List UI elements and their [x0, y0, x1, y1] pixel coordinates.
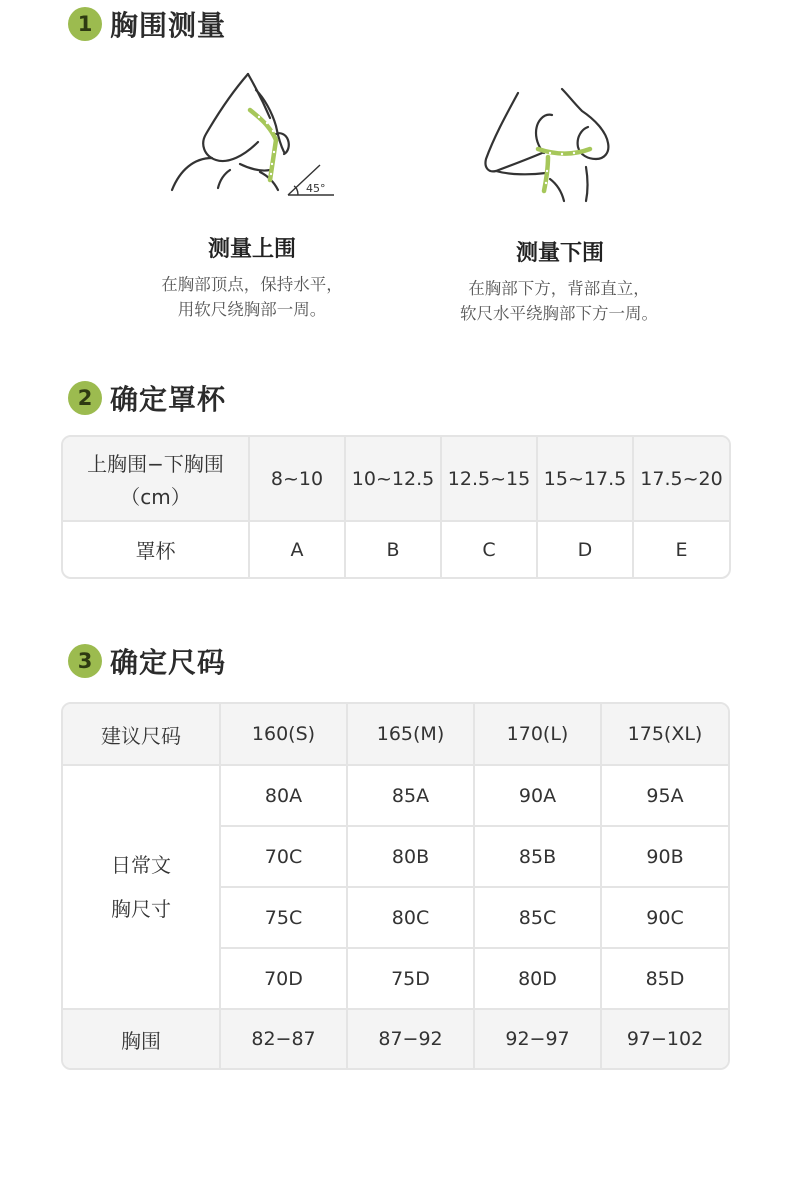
cup-cell: C — [441, 521, 537, 577]
cup-cell: E — [633, 521, 729, 577]
cup-letter-row — [63, 521, 729, 577]
size-cell: 85A — [347, 765, 474, 826]
size-header-cell: 170(L) — [474, 704, 601, 765]
size-cell: 80B — [347, 826, 474, 887]
cup-cell: A — [249, 521, 345, 577]
cup-table — [61, 435, 731, 579]
size-cell: 70C — [220, 826, 347, 887]
suggested-size-label: 建议尺码 — [63, 704, 220, 765]
section-number-badge: 3 — [68, 644, 102, 678]
size-cell: 85D — [601, 948, 728, 1009]
lower-bust-title: 测量下围 — [515, 241, 604, 266]
size-cell: 90B — [601, 826, 728, 887]
size-header-cell: 160(S) — [220, 704, 347, 765]
size-cell: 80D — [474, 948, 601, 1009]
section-title: 胸围测量 — [110, 9, 227, 42]
daily-size-row — [63, 765, 728, 826]
bust-row — [63, 1009, 728, 1068]
size-table — [61, 702, 730, 1070]
cup-cell: B — [345, 521, 441, 577]
daily-bra-size-label — [63, 765, 220, 1009]
angle-label: 45° — [306, 182, 326, 195]
bust-label: 胸围 — [63, 1009, 220, 1068]
bust-cell: 82−87 — [220, 1009, 347, 1068]
daily-label-line-2: 胸尺寸 — [111, 897, 171, 921]
upper-bust-illustration — [160, 60, 360, 205]
lower-desc-line-1: 在胸部下方，背部直立， — [468, 279, 650, 298]
size-header-cell: 165(M) — [347, 704, 474, 765]
size-cell: 85B — [474, 826, 601, 887]
cup-range-header — [63, 437, 249, 521]
cup-range-cell: 10~12.5 — [345, 437, 441, 521]
section-header-measure — [68, 6, 226, 42]
cup-range-header-line-2: （cm） — [120, 484, 191, 509]
section-title: 确定尺码 — [110, 646, 227, 679]
cup-range-cell: 15~17.5 — [537, 437, 633, 521]
lower-bust-illustration — [470, 75, 640, 205]
size-cell: 75D — [347, 948, 474, 1009]
section-number-badge: 2 — [68, 381, 102, 415]
size-cell: 90C — [601, 887, 728, 948]
upper-desc-line-1: 在胸部顶点，保持水平， — [161, 275, 343, 294]
lower-desc-line-2: 软尺水平绕胸部下方一周。 — [460, 304, 658, 323]
section-number-badge: 1 — [68, 7, 102, 41]
cup-label: 罩杯 — [63, 521, 249, 577]
size-cell: 75C — [220, 887, 347, 948]
cup-range-cell: 8~10 — [249, 437, 345, 521]
cup-range-cell: 12.5~15 — [441, 437, 537, 521]
section-header-cup — [68, 380, 226, 416]
size-header-cell: 175(XL) — [601, 704, 728, 765]
size-cell: 90A — [474, 765, 601, 826]
upper-bust-desc — [82, 272, 422, 322]
size-cell: 70D — [220, 948, 347, 1009]
cup-range-cell: 17.5~20 — [633, 437, 729, 521]
size-cell: 80A — [220, 765, 347, 826]
daily-label-line-1: 日常文 — [111, 853, 171, 877]
cup-cell: D — [537, 521, 633, 577]
bust-cell: 92−97 — [474, 1009, 601, 1068]
size-cell: 85C — [474, 887, 601, 948]
section-header-size — [68, 643, 226, 679]
section-title: 确定罩杯 — [110, 383, 227, 416]
bust-cell: 97−102 — [601, 1009, 728, 1068]
size-cell: 80C — [347, 887, 474, 948]
upper-desc-line-2: 用软尺绕胸部一周。 — [177, 300, 327, 319]
upper-bust-title: 测量上围 — [207, 237, 296, 262]
bust-cell: 87−92 — [347, 1009, 474, 1068]
size-cell: 95A — [601, 765, 728, 826]
cup-range-row — [63, 437, 729, 521]
lower-bust-desc — [389, 276, 729, 326]
size-header-row — [63, 704, 728, 765]
cup-range-header-line-1: 上胸围−下胸围 — [87, 451, 224, 476]
